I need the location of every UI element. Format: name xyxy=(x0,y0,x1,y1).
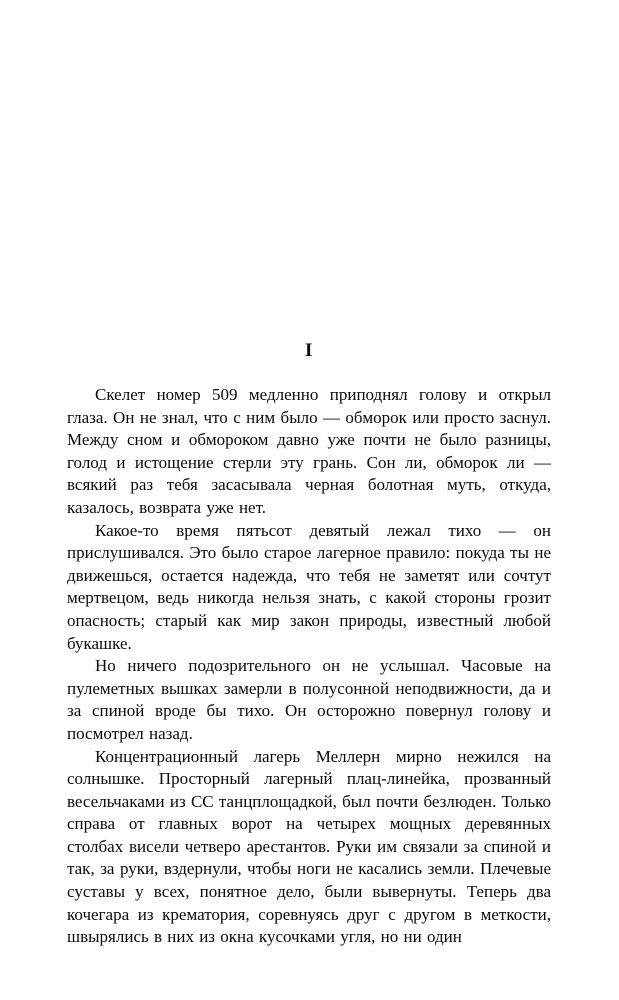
paragraph: Концентрационный лагерь Меллерн мирно нежился на солнышке. Просторный лагерный плац-линейка, прозванный весельчаками из СС танцплощадкой, был почти безлюден. Только справа от главных ворот на четырех мощных деревянных столбах висели четверо арестантов. Руки им связали за спиной и так, за руки, вздернули, чтобы ноги не касались земли. Плечевые суставы у всех, понятное дело, были вывернуты. Теперь два кочегара из крематория, соревнуясь друг с другом в меткости, швырялись в них из окна кусочками угля, но ни один xyxy=(67,746,551,947)
paragraph: Скелет номер 509 медленно приподнял голову и открыл глаза. Он не знал, что с ним было — обморок или просто заснул. Между сном и обмороком давно уже почти не было разницы, голод и истощение стерли эту грань. Сон ли, обморок ли — всякий раз тебя засасывала черная болотная муть, откуда, казалось, возврата уже нет. xyxy=(67,385,551,517)
paragraph: Какое-то время пятьсот девятый лежал тихо — он прислушивался. Это было старое лагерное правило: покуда ты не движешься, остается надежда, что тебя не заметят или сочтут мертвецом, ведь никогда нельзя знать, с какой стороны грозит опасность; старый как мир закон природы, известный любой букашке. xyxy=(67,520,551,653)
body-text xyxy=(67,384,551,949)
paragraph: Но ничего подозрительного он не услышал. Часовые на пулеметных вышках замерли в полусонной неподвижности, да и за спиной вроде бы тихо. Он осторожно повернул голову и посмотрел назад. xyxy=(67,656,551,743)
text-block xyxy=(67,340,551,949)
chapter-number: I xyxy=(305,340,313,361)
